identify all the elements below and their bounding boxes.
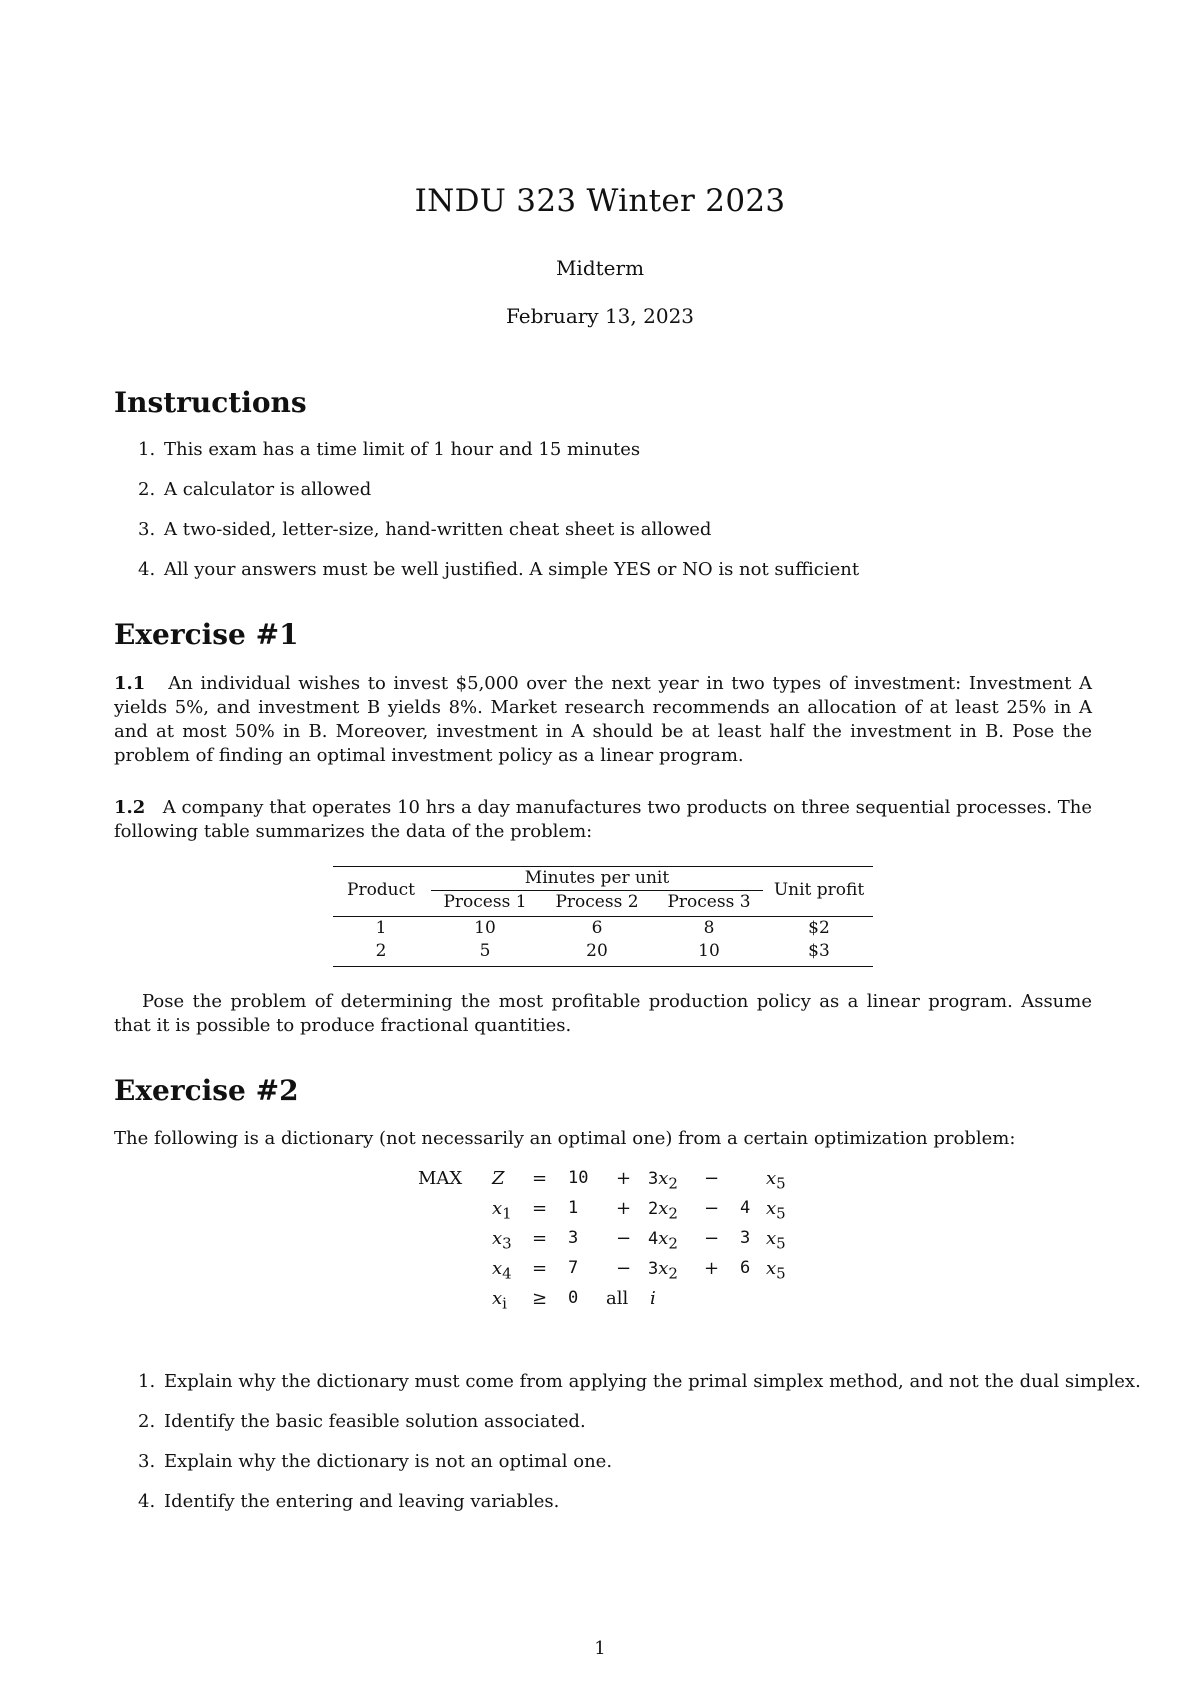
question-label: 1.1 bbox=[114, 673, 146, 694]
table-mid-rule bbox=[333, 916, 873, 917]
list-item: 1. This exam has a time limit of 1 hour and 15 minutes bbox=[138, 439, 641, 460]
question-label: 1.2 bbox=[114, 797, 146, 818]
table-header-profit: Unit profit bbox=[773, 880, 865, 900]
table-top-rule bbox=[333, 866, 873, 867]
document-date: February 13, 2023 bbox=[505, 304, 695, 328]
table-header-process-1: Process 1 bbox=[443, 892, 527, 912]
question-1-2-followup: Pose the problem of determining the most profitable production policy as a linear program. Assume that it is possible to produce fractional quantities. bbox=[114, 991, 1092, 1036]
instructions-list bbox=[138, 440, 859, 600]
list-item: 3. Explain why the dictionary is not an optimal one. bbox=[138, 1451, 613, 1472]
table-header-process-2: Process 2 bbox=[555, 892, 639, 912]
list-item: 1. Explain why the dictionary must come from applying the primal simplex method, and not the dual simplex. bbox=[138, 1371, 1141, 1392]
max-label: MAX bbox=[418, 1168, 463, 1189]
question-1-1: 1.1 An individual wishes to invest $5,000 over the next year in two types of investment: Investment A yields 5%, and investment B yields 8%. Market research recommends an allocation of at least 25% in A and at most 50% in B. Moreover, investment in A should be at least half the investment in B. Pose the problem of finding an optimal investment policy as a linear program. bbox=[114, 673, 1092, 766]
table-header-group: Minutes per unit bbox=[524, 868, 670, 888]
exercise2-heading: Exercise #2 bbox=[114, 1074, 299, 1107]
exam-page: INDU 323 Winter 2023 Midterm February 13, 2023 Instructions 1. This exam has a time limit of 1 hour and 15 minutes 2. A calculator is allowed 3. A two-sided, letter-size, hand-written cheat sheet is allowed 4. All your answers must be well justified. A simple YES or NO is not sufficient Exercise #1 1.1 An individual wishes to invest $5,000 over the next year in two types of investment: Investment A yields 5%, and investment B yields 8%. Market research recommends an allocation of at least 25% in A and at most 50% in B. Moreover, investment in A should be at least half the investment in B. Pose the problem of finding an optimal investment policy as a linear program. 1.2 A company that operates 10 hrs a day manufactures two products on three sequential processes. The following table summarizes the data of the problem: Product Minutes per unit Process 1 Process 2 Process 3 Unit profit 1 10 6 8 $2 2 5 20 10 $3 Pose the problem of determining the most profitable production policy as a linear program. Assume that it is possible to produce fractional quantities. Exercise #2 The following is a dictionary (not necessarily an optimal one) from a certain optimization problem: MAX Z = 10 + $3x_2$ − $x_5$ $x_1$ = 1 + $2x_2$ − 4 $x_5$ $x_3$ = 3 − $4x_2$ − 3 $x_5$ $x_4$ = 7 − $3x_2$ + 6 $x_5$ $x_i$ ≥ 0 all i 1. Explain why the dictionary must come from applying the primal simplex method, and not the dual simplex. 2. Identify the basic feasible solution associated. 3. Explain why the dictionary is not an optimal one. 4. Identify the entering and leaving variables. 1 bbox=[0, 0, 1200, 1696]
list-item: 2. Identify the basic feasible solution associated. bbox=[138, 1411, 586, 1432]
instructions-heading: Instructions bbox=[114, 386, 307, 419]
list-item: 3. A two-sided, letter-size, hand-written cheat sheet is allowed bbox=[138, 519, 712, 540]
document-title: INDU 323 Winter 2023 bbox=[414, 183, 786, 219]
question-1-2: 1.2 A company that operates 10 hrs a day manufactures two products on three sequential processes. The following table summarizes the data of the problem: bbox=[114, 797, 1092, 842]
table-header-process-3: Process 3 bbox=[667, 892, 751, 912]
exercise2-intro: The following is a dictionary (not necessarily an optimal one) from a certain optimization problem: bbox=[114, 1128, 1016, 1149]
list-item: 4. All your answers must be well justified. A simple YES or NO is not sufficient bbox=[138, 559, 860, 580]
exercise1-heading: Exercise #1 bbox=[114, 618, 299, 651]
document-subtitle: Midterm bbox=[555, 256, 645, 280]
page-number: 1 bbox=[594, 1638, 606, 1659]
list-item: 2. A calculator is allowed bbox=[138, 479, 372, 500]
table-group-rule bbox=[431, 890, 763, 891]
table-header-product: Product bbox=[347, 880, 415, 900]
table-bottom-rule bbox=[333, 966, 873, 967]
exercise2-questions bbox=[138, 1372, 1141, 1532]
list-item: 4. Identify the entering and leaving variables. bbox=[138, 1491, 560, 1512]
